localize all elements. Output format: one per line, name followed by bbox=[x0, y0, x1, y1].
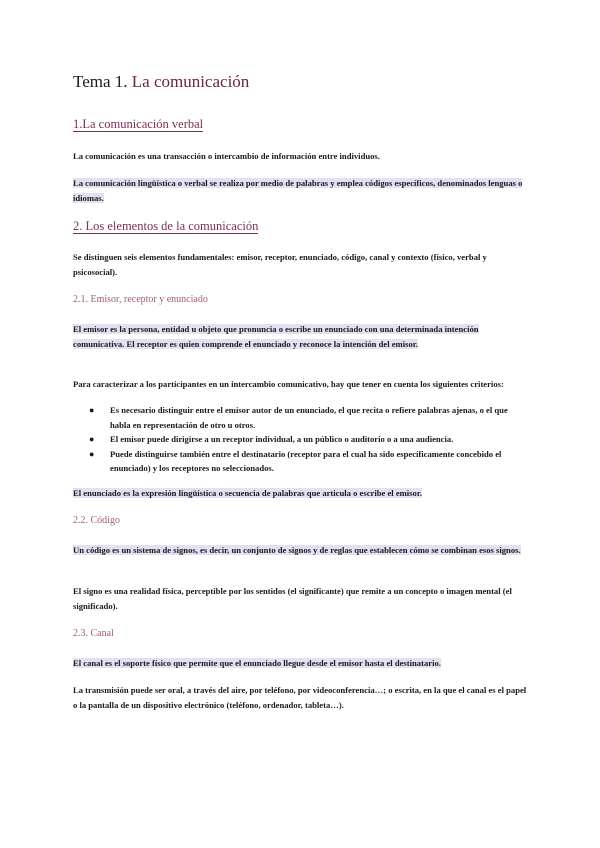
heading-1-text: 1.La comunicación verbal bbox=[73, 117, 204, 131]
paragraph-2-1-2: Para caracterizar a los participantes en un intercambio comunicativo, hay que tener en cuenta los siguientes criterios: bbox=[73, 379, 504, 389]
bullet-icon: ● bbox=[89, 448, 95, 459]
highlighted-text: El canal es el soporte físico que permite que el enunciado llegue desde el emisor hasta el destinatario. bbox=[73, 658, 441, 668]
paragraph-2-2-2: El signo es una realidad física, perceptible por los sentidos (el significante) que remite a un concepto o imagen mental (el significado). bbox=[73, 586, 512, 611]
heading-2-2: 2.2. Código bbox=[73, 515, 120, 526]
highlighted-text: El enunciado es la expresión lingüística o secuencia de palabras que articula o escribe el emisor. bbox=[73, 488, 422, 498]
highlighted-text: El emisor es la persona, entidad u objeto que pronuncia o escribe un enunciado con una determinada intención comunicativa. El receptor es quien comprende el enunciado y reconoce la intención del emisor. bbox=[73, 324, 479, 349]
paragraph-1-1: La comunicación es una transacción o intercambio de información entre individuos. bbox=[73, 151, 380, 161]
heading-1 bbox=[73, 117, 203, 132]
bullet-icon: ● bbox=[89, 405, 95, 415]
paragraph-1-2 bbox=[73, 176, 528, 205]
criteria-list bbox=[73, 403, 528, 476]
list-item bbox=[73, 403, 528, 432]
paragraph-2-1-1 bbox=[73, 322, 528, 351]
heading-2-3: 2.3. Canal bbox=[73, 628, 114, 639]
paragraph-2-1-3 bbox=[73, 486, 528, 501]
page-title bbox=[73, 72, 249, 92]
paragraph-2-1: Se distinguen seis elementos fundamentales: emisor, receptor, enunciado, código, canal y contexto (físico, verbal y psicosocial). bbox=[73, 252, 487, 277]
heading-2 bbox=[73, 219, 258, 234]
paragraph-2-2-1 bbox=[73, 543, 528, 558]
title-accent: La comunicación bbox=[131, 72, 250, 91]
bullet-icon: ● bbox=[89, 434, 95, 444]
heading-2-1: 2.1. Emisor, receptor y enunciado bbox=[73, 294, 208, 305]
heading-2-text: 2. Los elementos de la comunicación bbox=[73, 219, 259, 233]
list-item-text: Es necesario distinguir entre el emisor autor de un enunciado, el que recita o refiere palabras ajenas, o el que habla en representación de otro u otros. bbox=[110, 405, 508, 430]
list-item bbox=[73, 432, 528, 447]
list-item-text: El emisor puede dirigirse a un receptor individual, a un público o auditorio o a una audiencia. bbox=[110, 434, 454, 444]
paragraph-2-3-2: La transmisión puede ser oral, a través del aire, por teléfono, por videoconferencia…; o escrita, en la que el canal es el papel o la pantalla de un dispositivo electrónico (teléfono, ordenador, tableta…). bbox=[73, 685, 527, 710]
highlighted-text: Un código es un sistema de signos, es decir, un conjunto de signos y de reglas que establecen cómo se combinan esos signos. bbox=[73, 545, 521, 555]
list-item-text: Puede distinguirse también entre el destinatario (receptor para el cual ha sido específicamente concebido el enunciado) y los receptores no seleccionados. bbox=[110, 448, 502, 473]
highlighted-text: La comunicación lingüística o verbal se realiza por medio de palabras y emplea códigos específicos, denominados lenguas o idiomas. bbox=[73, 178, 523, 203]
title-prefix: Tema 1. bbox=[73, 72, 128, 91]
paragraph-2-3-1 bbox=[73, 656, 528, 671]
list-item bbox=[73, 447, 528, 476]
